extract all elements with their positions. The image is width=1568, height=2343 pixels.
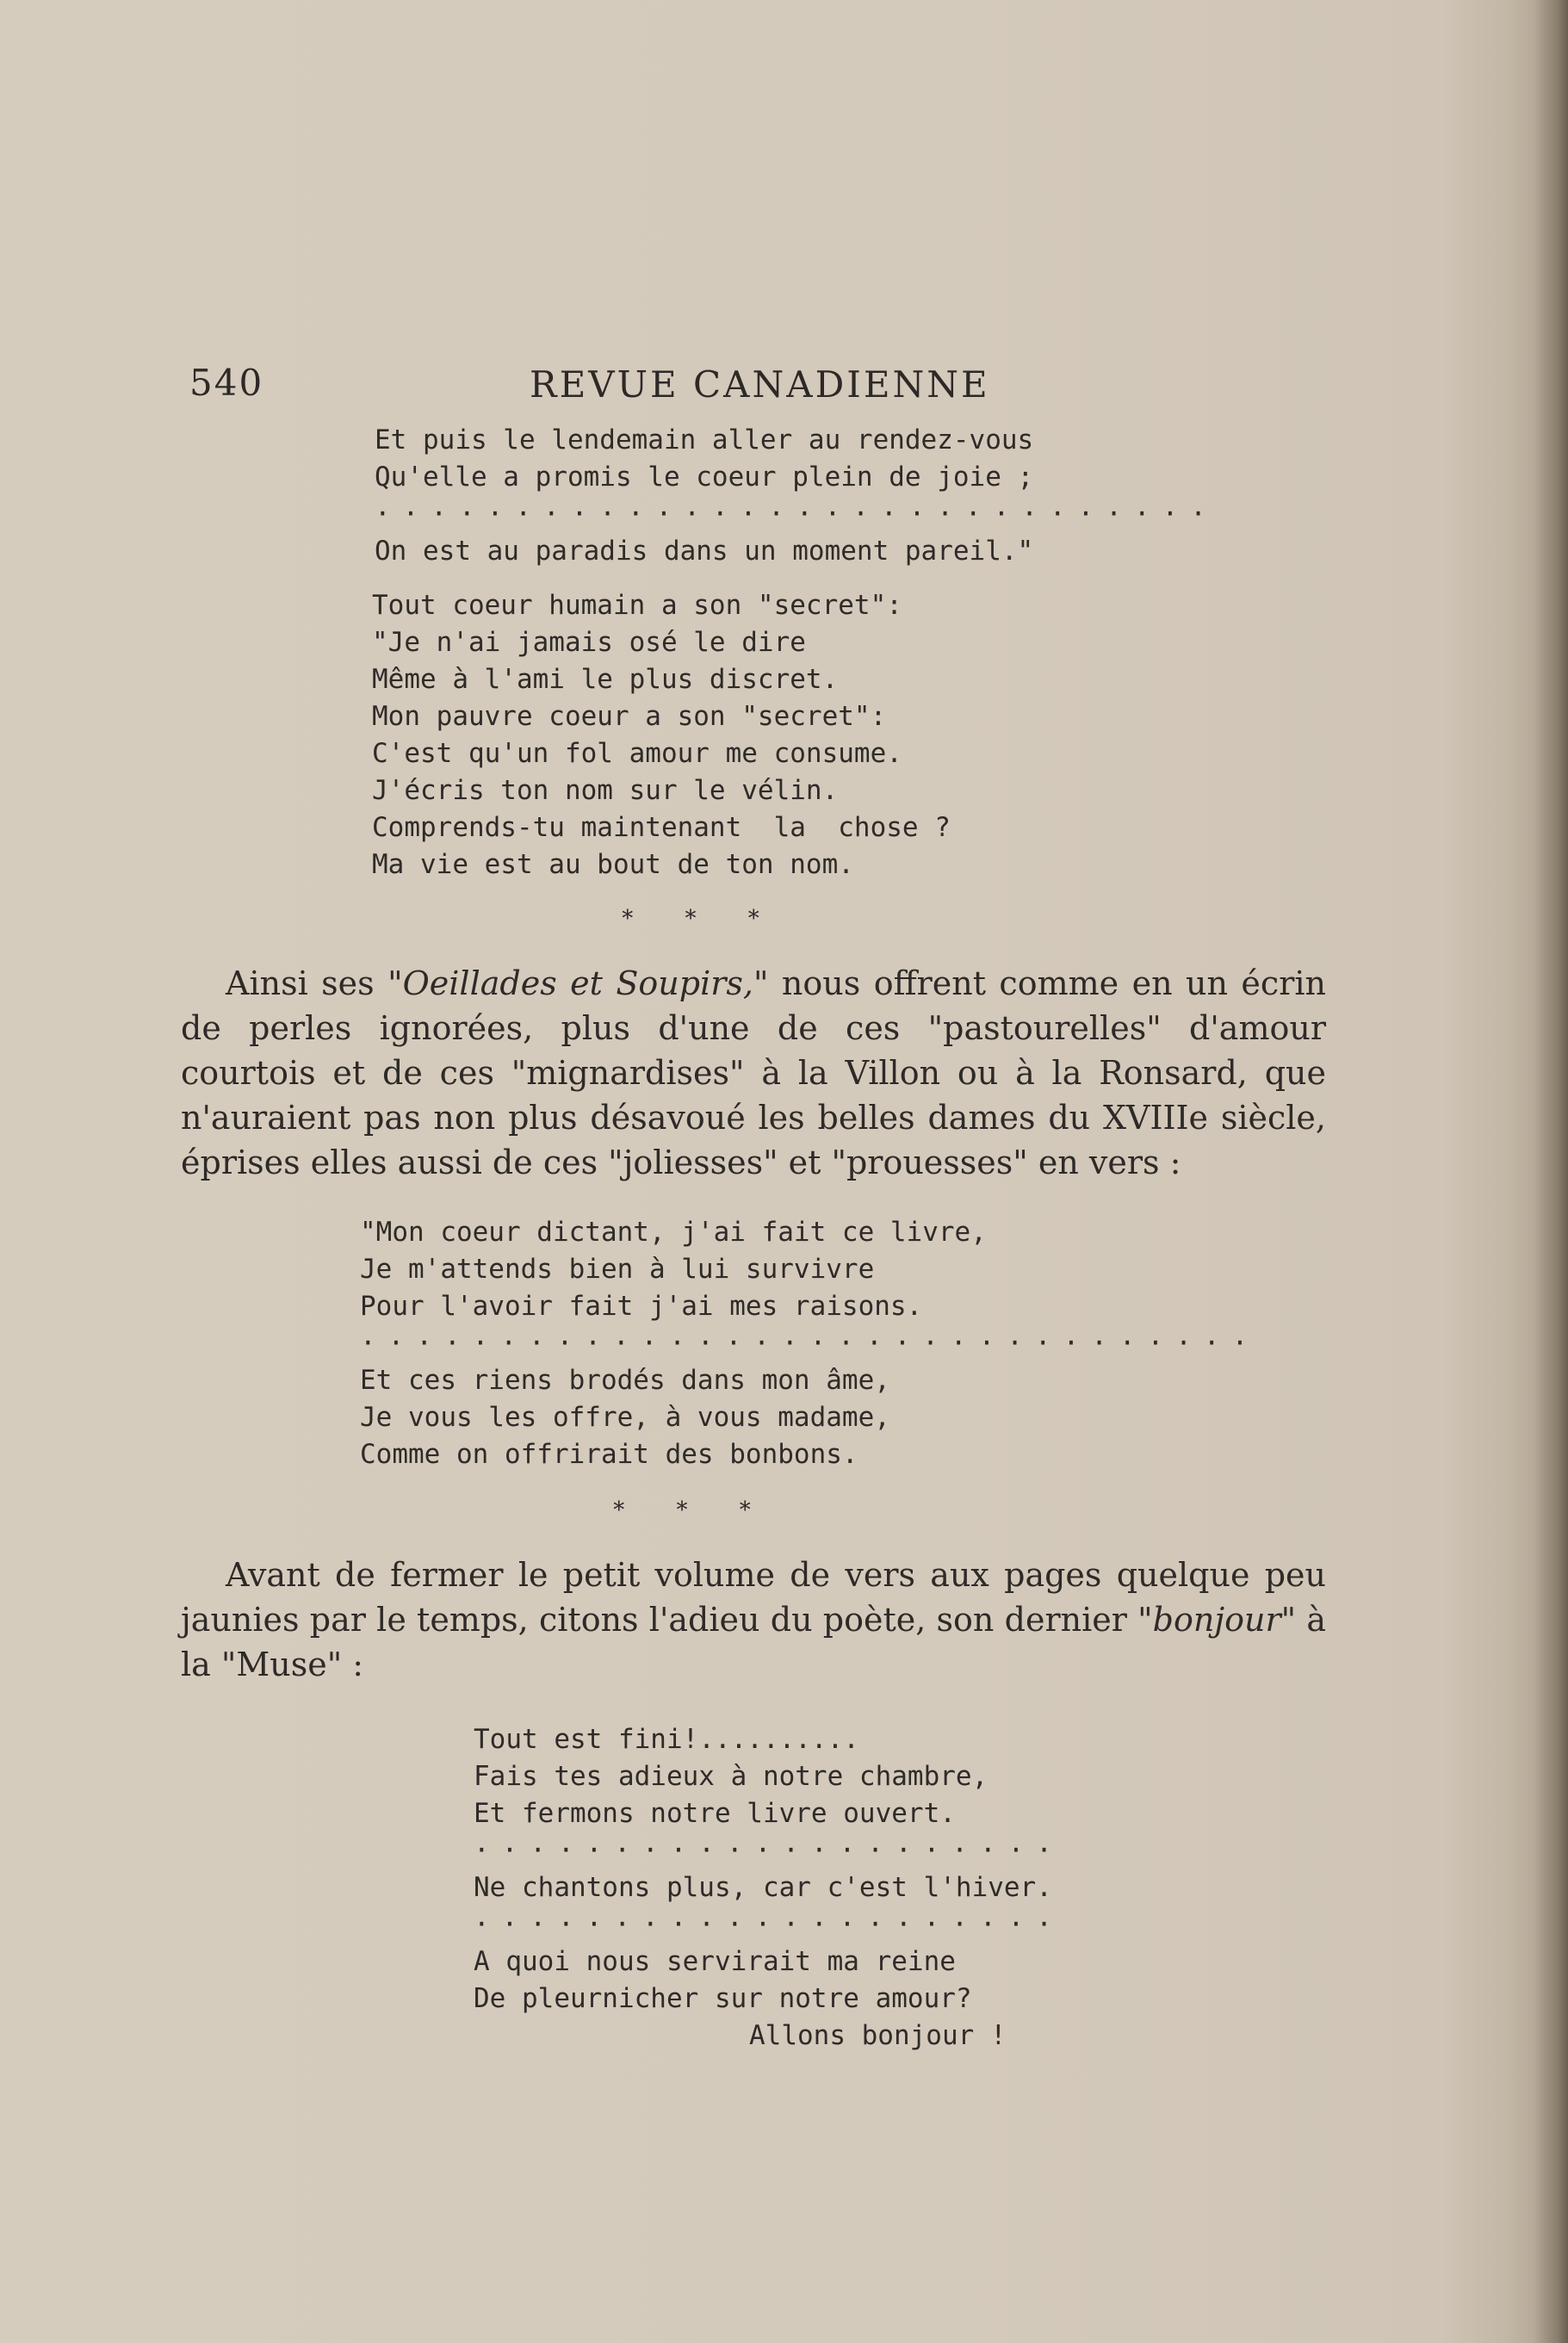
paragraph-text: Ainsi ses — [226, 964, 388, 1002]
poem-closing-line: Allons bonjour ! — [749, 2020, 1007, 2051]
paragraph-text: nous offrent comme en un écrin de perles ignorées, plus d'une de ces "pastourelles" d'amour courtois et de ces "mignardises" à la Villon ou à la Ronsard, que n'auraient pas non plus désavoué les belles dames du XVIIIe siècle, éprises elles aussi de ces "joliesses" et "prouesses" en vers : — [181, 964, 1326, 1181]
poem-line: C'est qu'un fol amour me consume. — [372, 738, 902, 769]
spine-shadow — [1534, 0, 1568, 2343]
poem-line: Je vous les offre, à vous madame, — [360, 1402, 890, 1433]
poem-stanza-1 — [375, 422, 1326, 570]
poem-line: On est au paradis dans un moment pareil." — [375, 536, 1034, 567]
poem-line: "Je n'ai jamais osé le dire — [372, 627, 806, 658]
poem-stanza-2 — [372, 587, 1326, 883]
poem-line: Fais tes adieux à notre chambre, — [474, 1761, 989, 1792]
poem-line: Tout coeur humain a son "secret": — [372, 590, 902, 621]
journal-title: REVUE CANADIENNE — [530, 363, 990, 406]
poem-line: Tout est fini!.......... — [474, 1724, 859, 1755]
poem-line: Mon pauvre coeur a son "secret": — [372, 701, 887, 732]
poem-line: Comme on offrirait des bonbons. — [360, 1439, 858, 1470]
poem-line: De pleurnicher sur notre amour? — [474, 1983, 972, 2014]
poem-line: Ne chantons plus, car c'est l'hiver. — [474, 1872, 1052, 1903]
running-header — [181, 362, 1326, 413]
poem-line: "Mon coeur dictant, j'ai fait ce livre, — [360, 1217, 987, 1248]
section-separator: * * * — [622, 906, 782, 932]
paragraph-oeillades — [181, 961, 1326, 1185]
poem-line: Je m'attends bien à lui survivre — [360, 1254, 875, 1285]
ellipsis-dots: ······························ — [375, 499, 1218, 530]
page-content — [181, 362, 1326, 2055]
paragraph-adieu — [181, 1553, 1326, 1687]
poem-stanza-3 — [360, 1214, 1326, 1473]
poem-line: Et puis le lendemain aller au rendez-vous — [375, 425, 1034, 456]
paragraph-text: Avant de fermer le petit volume de vers aux pages quelque peu jaunies par le temps, citons l'adieu du poète, son dernier — [181, 1556, 1326, 1639]
poem-line: Pour l'avoir fait j'ai mes raisons. — [360, 1291, 923, 1322]
ellipsis-dots: ····················· — [474, 1909, 1064, 1940]
quoted-word: "bonjour" — [1137, 1601, 1297, 1639]
poem-line: Même à l'ami le plus discret. — [372, 664, 839, 695]
ellipsis-dots: ································ — [360, 1328, 1261, 1359]
ellipsis-dots: ····················· — [474, 1835, 1064, 1866]
poem-line: A quoi nous servirait ma reine — [474, 1946, 956, 1977]
poem-line: J'écris ton nom sur le vélin. — [372, 775, 839, 806]
book-title: "Oeillades et Soupirs," — [387, 964, 769, 1002]
section-separator: * * * — [613, 1497, 773, 1523]
poem-line: Ma vie est au bout de ton nom. — [372, 849, 854, 880]
poem-line: Comprends-tu maintenant la chose ? — [372, 812, 951, 843]
poem-line: Qu'elle a promis le coeur plein de joie ; — [375, 462, 1034, 493]
poem-line: Et ces riens brodés dans mon âme, — [360, 1365, 890, 1396]
poem-line: Et fermons notre livre ouvert. — [474, 1798, 956, 1829]
paragraph-text: à la "Muse" : — [181, 1601, 1327, 1683]
page-number: 540 — [189, 362, 264, 404]
poem-stanza-4 — [474, 1721, 1214, 2055]
